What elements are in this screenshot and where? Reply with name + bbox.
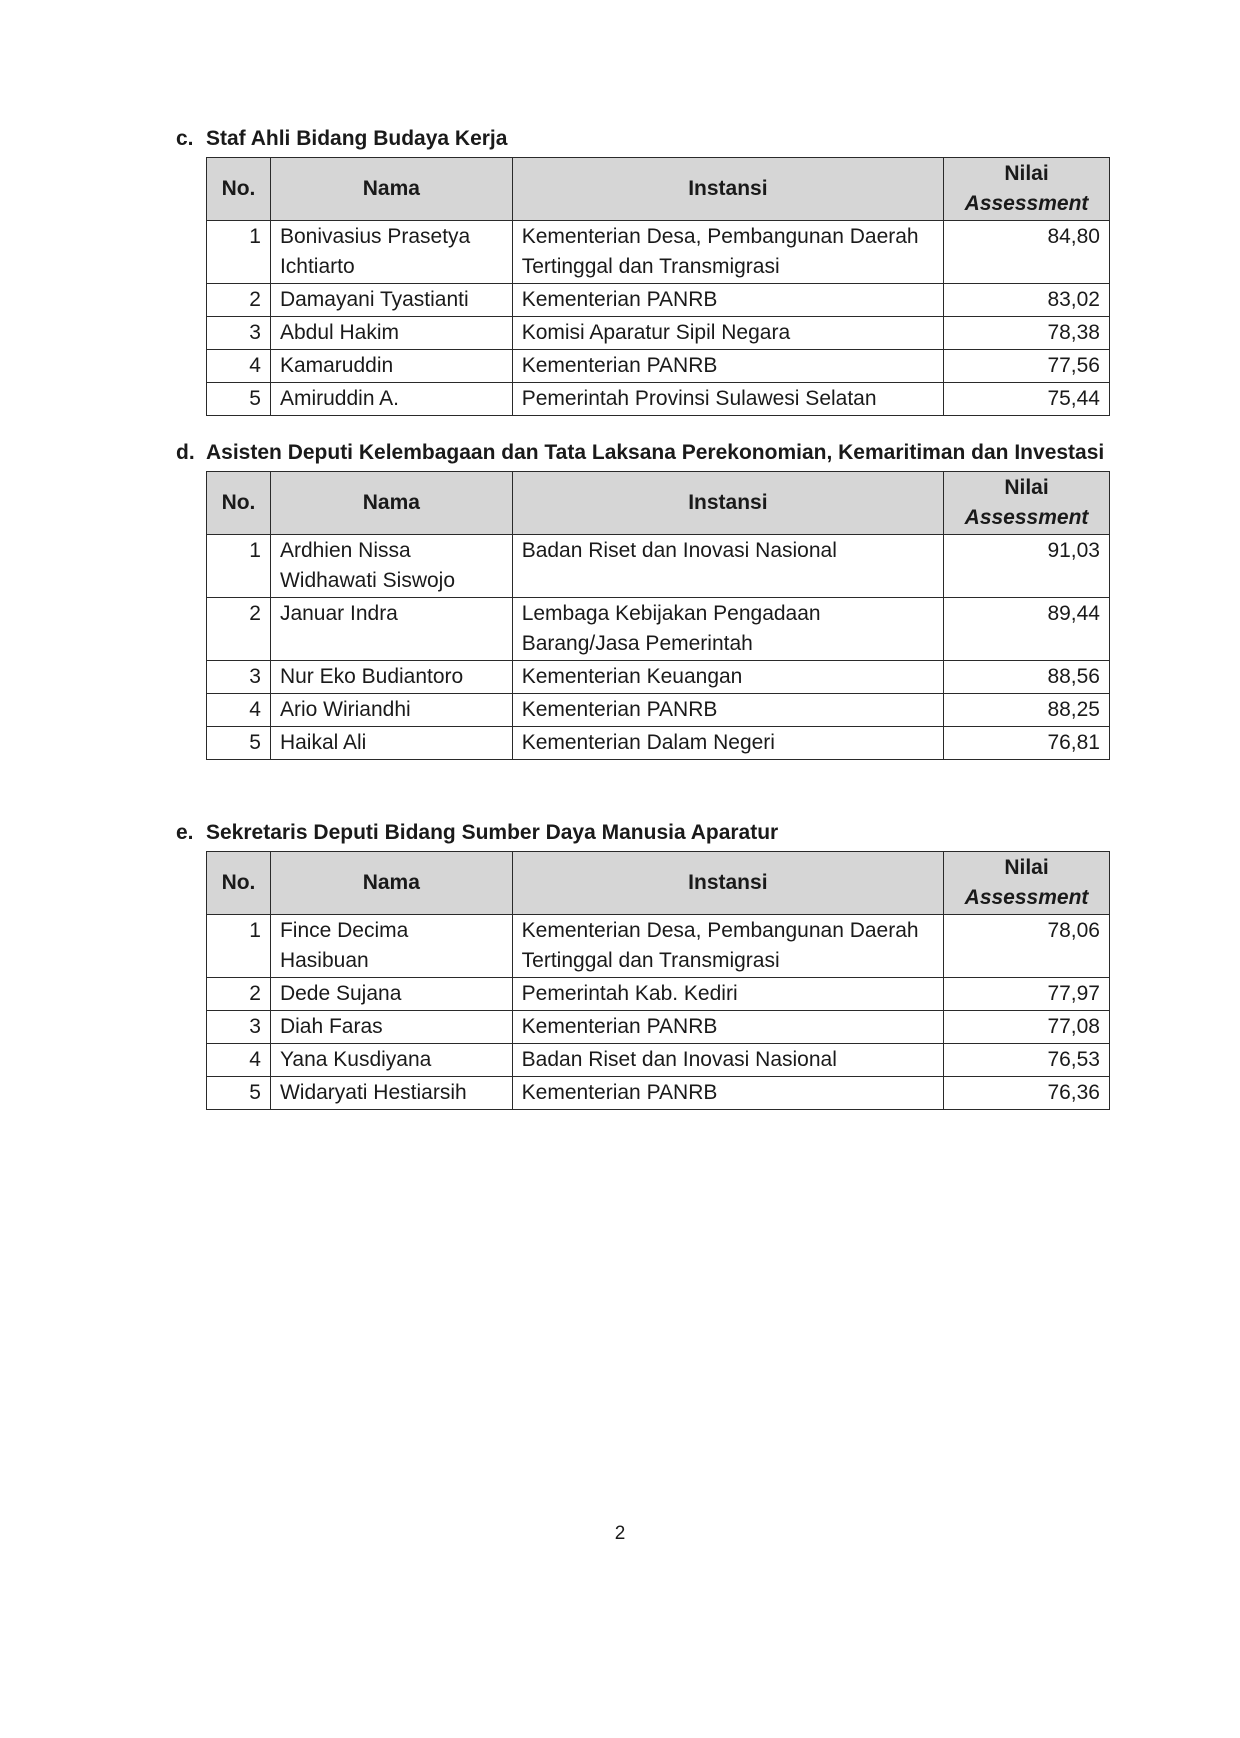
cell-name: Bonivasius Prasetya Ichtiarto — [270, 221, 512, 284]
cell-score: 75,44 — [944, 383, 1110, 416]
header-score — [944, 852, 1110, 915]
cell-name: Dede Sujana — [270, 978, 512, 1011]
table-row — [207, 1077, 1110, 1110]
cell-score: 76,81 — [944, 727, 1110, 760]
header-score — [944, 472, 1110, 535]
table-row — [207, 317, 1110, 350]
cell-name: Kamaruddin — [270, 350, 512, 383]
header-score-line2: Assessment — [964, 506, 1089, 529]
section-letter: d. — [176, 441, 195, 464]
table-header-row — [207, 158, 1110, 221]
section-e — [176, 818, 1110, 1110]
header-score — [944, 158, 1110, 221]
cell-no: 2 — [207, 978, 271, 1011]
table-row — [207, 978, 1110, 1011]
cell-no: 1 — [207, 221, 271, 284]
cell-score: 77,08 — [944, 1011, 1110, 1044]
cell-institution: Kementerian PANRB — [512, 1011, 943, 1044]
cell-no: 5 — [207, 727, 271, 760]
table-row — [207, 284, 1110, 317]
cell-name: Nur Eko Budiantoro — [270, 661, 512, 694]
section-title: Staf Ahli Bidang Budaya Kerja — [206, 127, 508, 150]
table-row — [207, 915, 1110, 978]
table-row — [207, 535, 1110, 598]
header-no: No. — [207, 852, 271, 915]
cell-no: 4 — [207, 694, 271, 727]
header-no: No. — [207, 472, 271, 535]
cell-score: 78,38 — [944, 317, 1110, 350]
header-score-line1: Nilai — [1004, 476, 1049, 499]
cell-name: Yana Kusdiyana — [270, 1044, 512, 1077]
ranking-table — [206, 157, 1110, 416]
cell-institution: Kementerian PANRB — [512, 284, 943, 317]
cell-score: 77,97 — [944, 978, 1110, 1011]
cell-score: 88,56 — [944, 661, 1110, 694]
cell-score: 83,02 — [944, 284, 1110, 317]
table-header-row — [207, 852, 1110, 915]
section-heading — [176, 438, 1110, 468]
cell-score: 77,56 — [944, 350, 1110, 383]
cell-no: 5 — [207, 383, 271, 416]
cell-institution: Kementerian PANRB — [512, 350, 943, 383]
cell-name: Diah Faras — [270, 1011, 512, 1044]
section-title: Sekretaris Deputi Bidang Sumber Daya Manusia Aparatur — [206, 821, 779, 844]
header-score-line1: Nilai — [1004, 856, 1049, 879]
cell-no: 1 — [207, 535, 271, 598]
page-number: 2 — [614, 1523, 626, 1544]
cell-score: 76,53 — [944, 1044, 1110, 1077]
section-c — [176, 124, 1110, 416]
cell-no: 5 — [207, 1077, 271, 1110]
cell-score: 76,36 — [944, 1077, 1110, 1110]
cell-institution: Pemerintah Provinsi Sulawesi Selatan — [512, 383, 943, 416]
section-title: Asisten Deputi Kelembagaan dan Tata Laksana Perekonomian, Kemaritiman dan Investasi — [206, 441, 1105, 464]
cell-no: 4 — [207, 350, 271, 383]
cell-no: 3 — [207, 317, 271, 350]
header-institution: Instansi — [512, 852, 943, 915]
cell-institution: Badan Riset dan Inovasi Nasional — [512, 535, 943, 598]
cell-name: Haikal Ali — [270, 727, 512, 760]
cell-institution: Pemerintah Kab. Kediri — [512, 978, 943, 1011]
cell-name: Abdul Hakim — [270, 317, 512, 350]
section-heading — [176, 818, 1110, 848]
cell-institution: Komisi Aparatur Sipil Negara — [512, 317, 943, 350]
header-name: Nama — [270, 158, 512, 221]
cell-name: Amiruddin A. — [270, 383, 512, 416]
header-score-line2: Assessment — [964, 886, 1089, 909]
ranking-table — [206, 851, 1110, 1110]
header-name: Nama — [270, 852, 512, 915]
cell-no: 3 — [207, 661, 271, 694]
cell-institution: Kementerian PANRB — [512, 694, 943, 727]
cell-score: 91,03 — [944, 535, 1110, 598]
table-row — [207, 1044, 1110, 1077]
cell-institution: Badan Riset dan Inovasi Nasional — [512, 1044, 943, 1077]
cell-no: 2 — [207, 284, 271, 317]
table-row — [207, 598, 1110, 661]
cell-institution: Kementerian Keuangan — [512, 661, 943, 694]
cell-name: Fince Decima Hasibuan — [270, 915, 512, 978]
cell-score: 88,25 — [944, 694, 1110, 727]
table-row — [207, 727, 1110, 760]
header-no: No. — [207, 158, 271, 221]
section-heading — [176, 124, 1110, 154]
section-d — [176, 438, 1110, 760]
section-letter: c. — [176, 127, 194, 150]
cell-institution: Lembaga Kebijakan Pengadaan Barang/Jasa Pemerintah — [512, 598, 943, 661]
cell-name: Damayani Tyastianti — [270, 284, 512, 317]
table-row — [207, 350, 1110, 383]
cell-name: Ardhien Nissa Widhawati Siswojo — [270, 535, 512, 598]
header-score-line2: Assessment — [964, 192, 1089, 215]
table-header-row — [207, 472, 1110, 535]
cell-institution: Kementerian PANRB — [512, 1077, 943, 1110]
cell-name: Januar Indra — [270, 598, 512, 661]
header-score-line1: Nilai — [1004, 162, 1049, 185]
cell-institution: Kementerian Desa, Pembangunan Daerah Tertinggal dan Transmigrasi — [512, 915, 943, 978]
cell-no: 1 — [207, 915, 271, 978]
section-letter: e. — [176, 821, 194, 844]
header-institution: Instansi — [512, 158, 943, 221]
table-row — [207, 383, 1110, 416]
table-row — [207, 694, 1110, 727]
cell-score: 84,80 — [944, 221, 1110, 284]
table-row — [207, 661, 1110, 694]
table-row — [207, 221, 1110, 284]
cell-no: 4 — [207, 1044, 271, 1077]
cell-score: 89,44 — [944, 598, 1110, 661]
ranking-table — [206, 471, 1110, 760]
cell-no: 2 — [207, 598, 271, 661]
header-name: Nama — [270, 472, 512, 535]
header-institution: Instansi — [512, 472, 943, 535]
cell-name: Widaryati Hestiarsih — [270, 1077, 512, 1110]
table-row — [207, 1011, 1110, 1044]
cell-score: 78,06 — [944, 915, 1110, 978]
cell-institution: Kementerian Dalam Negeri — [512, 727, 943, 760]
cell-institution: Kementerian Desa, Pembangunan Daerah Tertinggal dan Transmigrasi — [512, 221, 943, 284]
cell-no: 3 — [207, 1011, 271, 1044]
cell-name: Ario Wiriandhi — [270, 694, 512, 727]
